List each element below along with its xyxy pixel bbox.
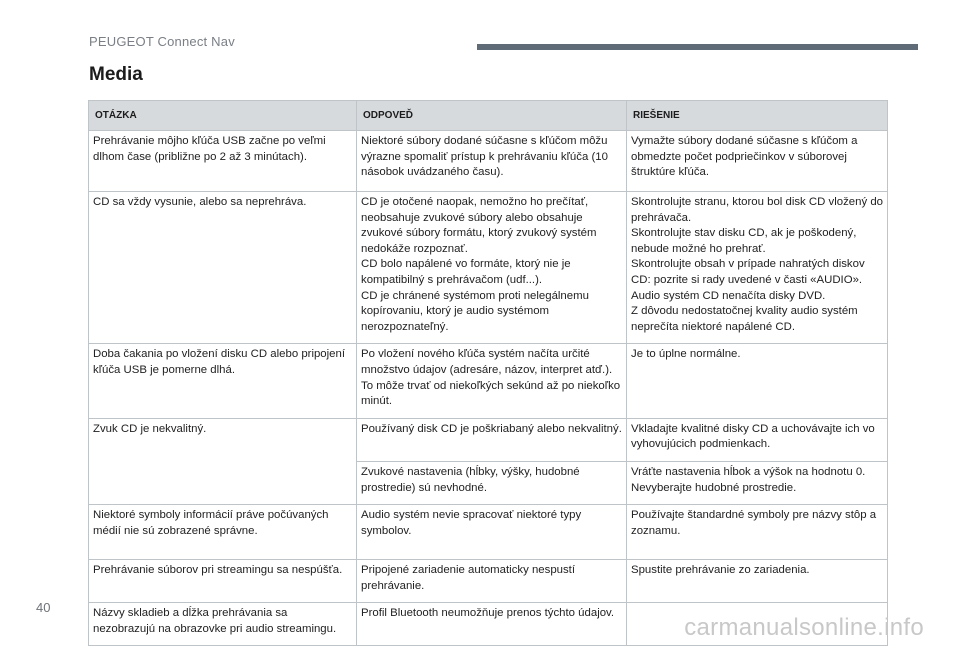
table-row — [89, 192, 888, 344]
table-row — [89, 344, 888, 418]
answer-text: Profil Bluetooth neumožňuje prenos týchto údajov. — [361, 607, 615, 620]
header-divider-bar — [477, 44, 918, 50]
column-header-answer: ODPOVEĎ — [357, 101, 627, 131]
column-header-question: OTÁZKA — [89, 101, 357, 131]
table-row — [89, 131, 888, 192]
question-cell — [89, 344, 357, 418]
solution-text: Spustite prehrávanie zo zariadenia. — [631, 564, 810, 577]
solution-text: Vymažte súbory dodané súčasne s kľúčom a obmedzte počet podpriečinkov v súborovej štruktúre kľúča. — [631, 135, 858, 179]
manual-header-title: PEUGEOT Connect Nav — [89, 34, 235, 49]
solution-text: Skontrolujte stranu, ktorou bol disk CD vložený do prehrávača. Skontrolujte stav disku CD, ak je poškodený, nebude možné ho prehrať. Skontrolujte obsah v prípade nahratých diskov CD: pozrite si rady uvedené v časti «AUDIO». Audio systém CD nenačíta disky DVD. Z dôvodu nedostatočnej kvality audio systém neprečíta niektoré napálené CD. — [631, 196, 883, 333]
section-title: Media — [89, 64, 143, 85]
answer-text: Audio systém nevie spracovať niektoré typy symbolov. — [361, 509, 582, 537]
question-text: Doba čakania po vložení disku CD alebo pripojení kľúča USB je pomerne dlhá. — [93, 348, 346, 376]
answer-cell — [357, 418, 627, 461]
question-cell — [89, 560, 357, 603]
question-text: Zvuk CD je nekvalitný. — [93, 422, 207, 435]
solution-cell — [627, 418, 888, 461]
table-row — [89, 505, 888, 560]
question-text: Prehrávanie môjho kľúča USB začne po veľmi dlhom čase (približne po 2 až 3 minútach). — [93, 135, 326, 163]
answer-cell — [357, 344, 627, 418]
solution-text: Vráťte nastavenia hĺbok a výšok na hodnotu 0. Nevyberajte hudobné prostredie. — [631, 465, 866, 494]
watermark-text: carmanualsonline.info — [684, 614, 924, 641]
column-header-solution: RIEŠENIE — [627, 101, 888, 131]
question-text: CD sa vždy vysunie, alebo sa neprehráva. — [93, 196, 307, 208]
table-row — [89, 560, 888, 603]
answer-cell — [357, 603, 627, 646]
table-header-row — [89, 101, 888, 131]
solution-text: Používajte štandardné symboly pre názvy stôp a zoznamu. — [631, 509, 877, 537]
question-cell — [89, 603, 357, 646]
answer-cell — [357, 131, 627, 192]
answer-cell — [357, 560, 627, 603]
faq-table — [88, 100, 888, 646]
solution-cell — [627, 344, 888, 418]
answer-text: Zvukové nastavenia (hĺbky, výšky, hudobné prostredie) sú nevhodné. — [361, 465, 580, 494]
question-text: Názvy skladieb a dĺžka prehrávania sa nezobrazujú na obrazovke pri audio streamingu. — [93, 607, 337, 635]
solution-text: Je to úplne normálne. — [631, 348, 741, 361]
answer-text: CD je otočené naopak, nemožno ho prečítať, neobsahuje zvukové súbory alebo obsahuje zvukové súbory formátu, ktorý zvukový systém nedokáže rozpoznať. CD bolo napálené vo formáte, ktorý nie je kompatibilný s prehrávačom (udf...). CD je chránené systémom proti nelegálnemu kopírovaniu, ktorý je audio systémom nerozpoznateľný. — [361, 196, 597, 333]
solution-cell — [627, 131, 888, 192]
question-cell — [89, 505, 357, 560]
solution-cell — [627, 560, 888, 603]
question-cell — [89, 418, 357, 504]
table-row — [89, 418, 888, 461]
answer-cell — [357, 461, 627, 504]
solution-cell — [627, 505, 888, 560]
solution-cell — [627, 461, 888, 504]
solution-cell — [627, 192, 888, 344]
question-text: Prehrávanie súborov pri streamingu sa nespúšťa. — [93, 564, 343, 577]
page-number: 40 — [36, 600, 51, 615]
answer-text: Používaný disk CD je poškriabaný alebo nekvalitný. — [361, 422, 622, 435]
solution-text: Vkladajte kvalitné disky CD a uchovávajte ich vo vyhovujúcich podmienkach. — [631, 422, 875, 451]
answer-text: Po vložení nového kľúča systém načíta určité množstvo údajov (adresáre, názov, interpret atď.). To môže trvať od niekoľkých sekúnd až po niekoľko minút. — [361, 348, 621, 408]
question-cell — [89, 131, 357, 192]
answer-cell — [357, 192, 627, 344]
answer-text: Pripojené zariadenie automaticky nespustí prehrávanie. — [361, 564, 576, 592]
answer-text: Niektoré súbory dodané súčasne s kľúčom môžu výrazne spomaliť prístup k prehrávaniu kľúča (10 násobok uvádzaného času). — [361, 135, 608, 179]
question-text: Niektoré symboly informácií práve počúvaných médií nie sú zobrazené správne. — [93, 509, 329, 537]
answer-cell — [357, 505, 627, 560]
question-cell — [89, 192, 357, 344]
